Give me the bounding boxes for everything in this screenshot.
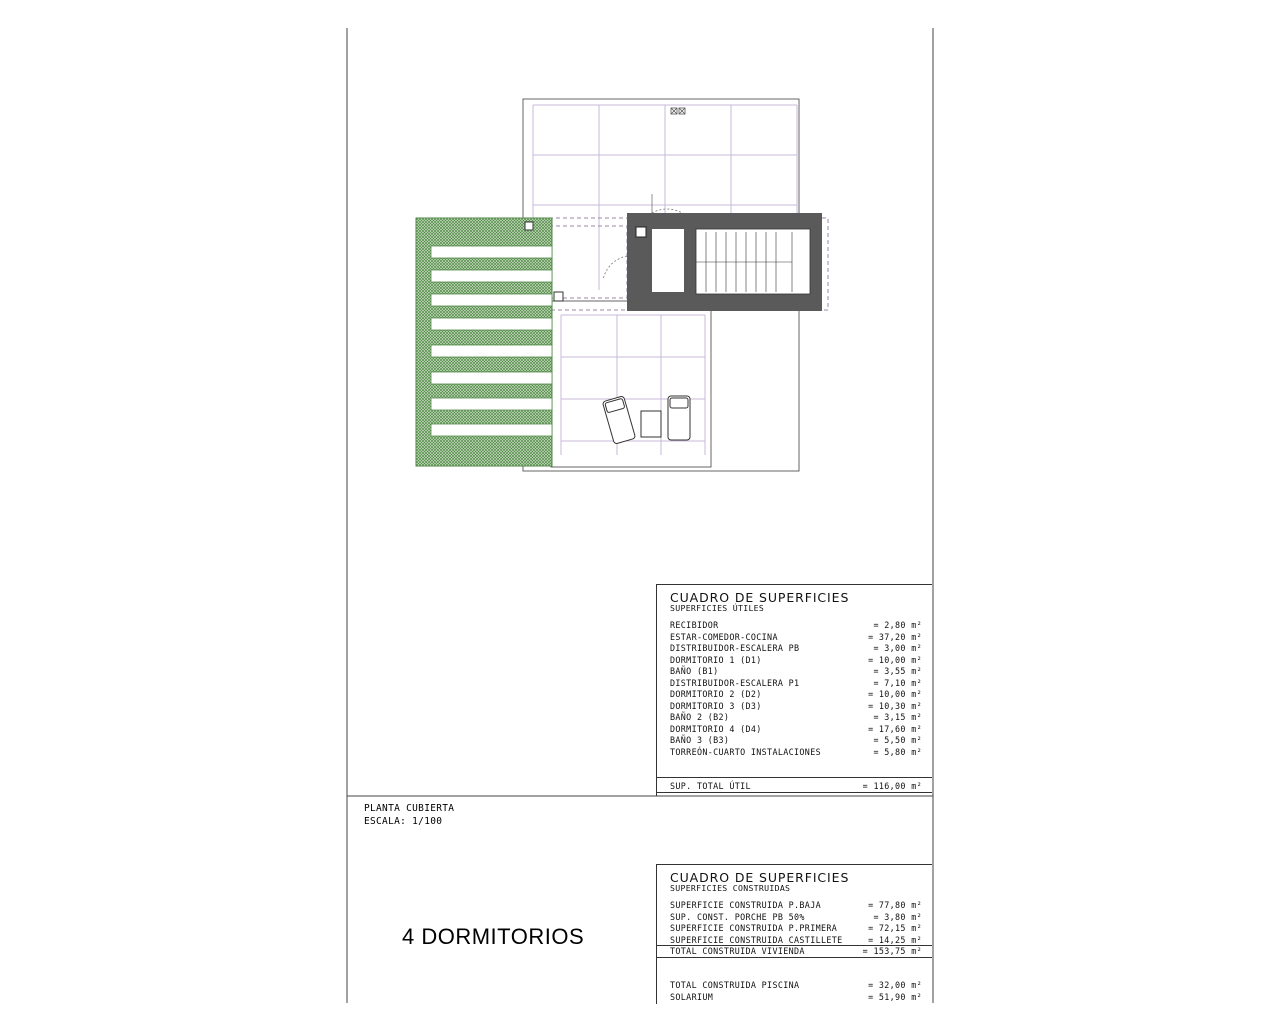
table-row: BAÑO 3 (B3) = 5,50 m² (670, 735, 922, 745)
table-utiles-title: CUADRO DE SUPERFICIES (670, 590, 850, 605)
table-row: SOLARIUM = 51,90 m² (670, 991, 922, 1002)
table-superficies-construidas (656, 864, 932, 1004)
sheet-frame (347, 28, 933, 1003)
plan-name: PLANTA CUBIERTA (364, 803, 455, 814)
dwelling-type-label: 4 DORMITORIOS (402, 924, 585, 949)
table-row: DORMITORIO 2 (D2) = 10,00 m² (670, 689, 922, 699)
table-row: SUPERFICIE CONSTRUIDA P.BAJA = 77,80 m² (670, 900, 922, 910)
table-row: DORMITORIO 1 (D1) = 10,00 m² (670, 654, 922, 665)
table-row: DORMITORIO 3 (D3) = 10,30 m² (670, 700, 922, 711)
table-row: TOTAL CONSTRUIDA PISCINA = 32,00 m² (670, 980, 922, 990)
table-row: SUPERFICIE CONSTRUIDA P.PRIMERA = 72,15 m² (670, 923, 922, 933)
table-row: DISTRIBUIDOR-ESCALERA PB = 3,00 m² (670, 643, 922, 653)
vent-markers (671, 108, 685, 114)
table-row: DORMITORIO 4 (D4) = 17,60 m² (670, 723, 922, 734)
table-total-row: SUP. TOTAL ÚTIL = 116,00 m² (670, 781, 922, 791)
sun-loungers (602, 396, 690, 444)
table-construidas-title: CUADRO DE SUPERFICIES (670, 870, 850, 885)
table-utiles-subtitle: SUPERFICIES ÚTILES (670, 603, 765, 613)
table-row: TORREÓN-CUARTO INSTALACIONES = 5,80 m² (670, 746, 922, 757)
table-row: ESTAR-COMEDOR-COCINA = 37,20 m² (670, 631, 922, 642)
table-row: DISTRIBUIDOR-ESCALERA P1 = 7,10 m² (670, 677, 922, 688)
plan-caption (364, 802, 454, 828)
table-row: BAÑO (B1) = 3,55 m² (670, 666, 922, 676)
solarium-green-strip (416, 218, 552, 466)
table-construidas-subtitle: SUPERFICIES CONSTRUIDAS (670, 883, 791, 893)
table-row: SUPERFICIE CONSTRUIDA CASTILLETE = 14,25 m² (670, 934, 922, 945)
table-row: SUP. CONST. PORCHE PB 50% = 3,80 m² (670, 911, 922, 922)
plan-scale: ESCALA: 1/100 (364, 816, 443, 827)
table-row: RECIBIDOR = 2,80 m² (670, 620, 922, 630)
table-row: BAÑO 2 (B2) = 3,15 m² (670, 712, 922, 722)
table-total-row: TOTAL CONSTRUIDA VIVIENDA = 153,75 m² (670, 946, 922, 956)
table-superficies-utiles (656, 584, 932, 796)
